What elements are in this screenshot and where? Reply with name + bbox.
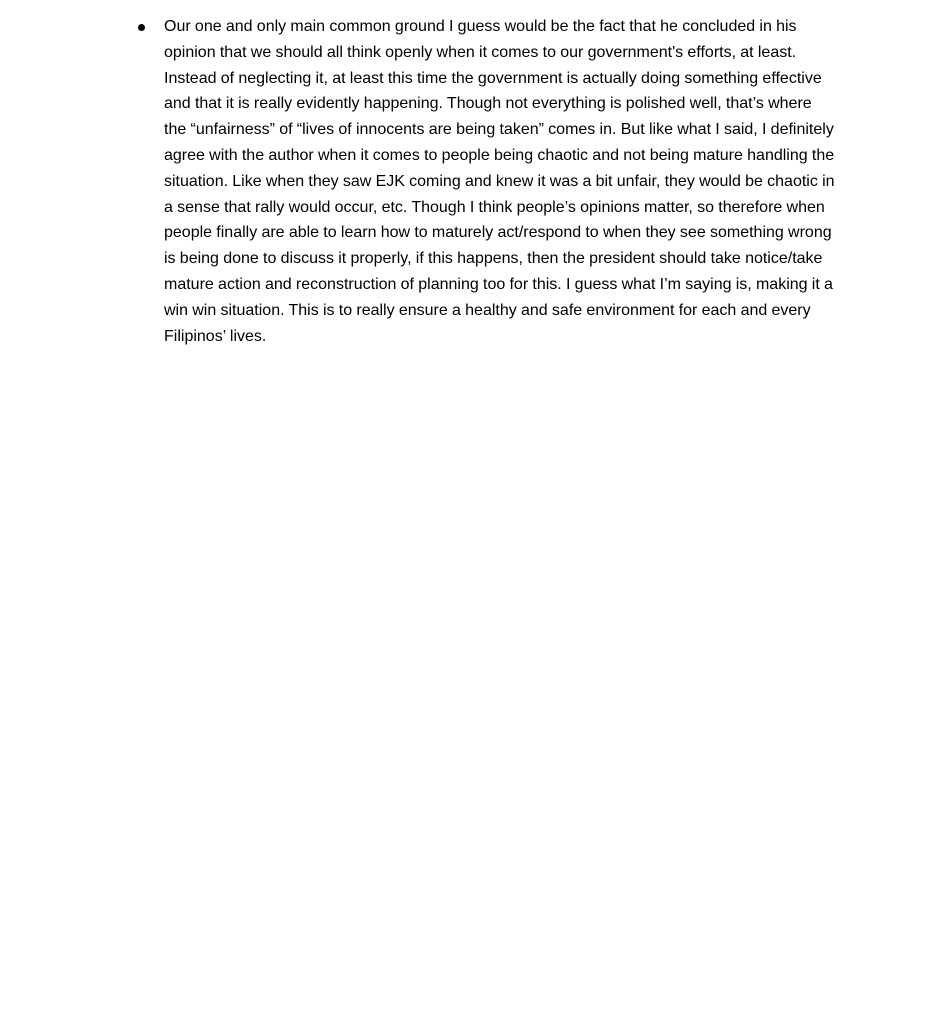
- bullet-paragraph: Our one and only main common ground I guess would be the fact that he concluded in his opinion that we should all think openly when it comes to our government's efforts, at least. Instead of neglecting it, at least this time the government is actually doing something effective and that it is really evidently happening. Though not everything is polished well, that’s where the “unfairness” of “lives of innocents are being taken” comes in. But like what I said, I definitely agree with the author when it comes to people being chaotic and not being mature handling the situation. Like when they saw EJK coming and knew it was a bit unfair, they would be chaotic in a sense that rally would occur, etc. Though I think people’s opinions matter, so therefore when people finally are able to learn how to maturely act/respond to when they see something wrong is being done to discuss it properly, if this happens, then the president should take notice/take mature action and reconstruction of planning too for this. I guess what I’m saying is, making it a win win situation. This is to really ensure a healthy and safe environment for each and every Filipinos’ lives.: [164, 18, 835, 345]
- list-item: [136, 14, 836, 349]
- bullet-point-icon: [138, 24, 145, 31]
- bullet-list: [136, 14, 836, 349]
